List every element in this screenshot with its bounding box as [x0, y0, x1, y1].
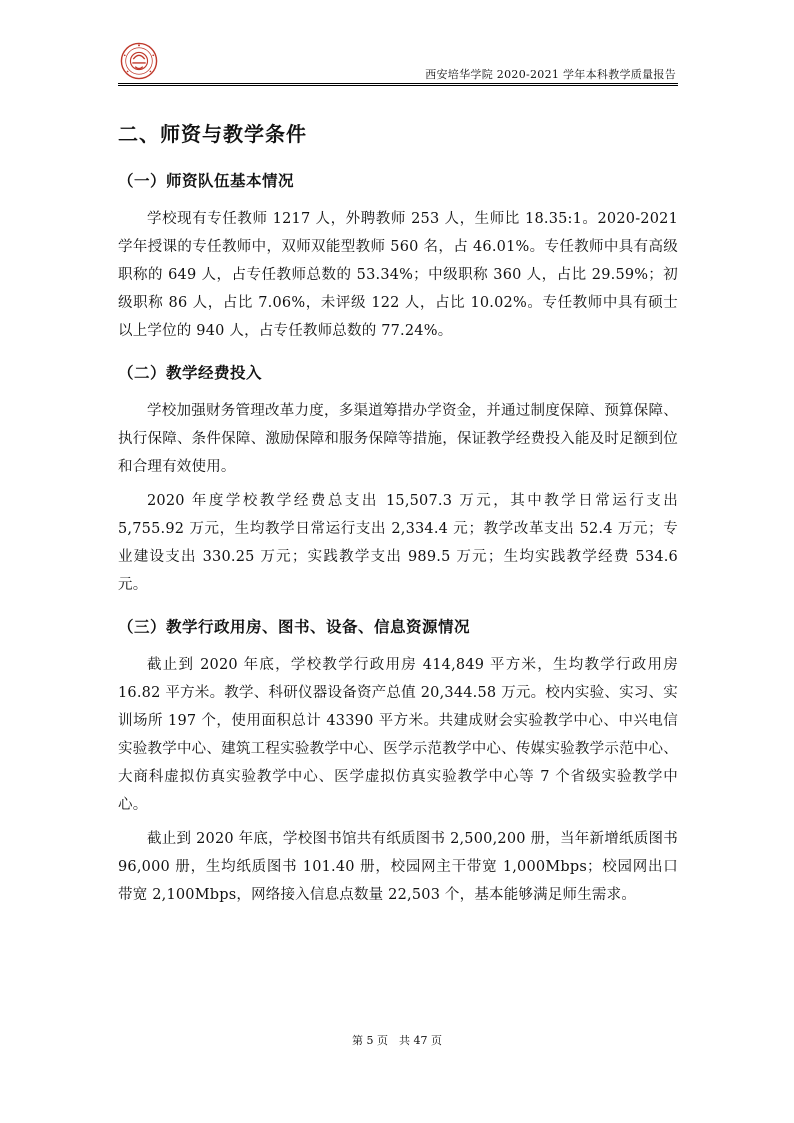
- header-divider: [118, 83, 678, 84]
- header-divider-thin: [118, 85, 678, 86]
- page-content: [118, 118, 678, 925]
- paragraph: 截止到 2020 年底，学校教学行政用房 414,849 平方米，生均教学行政用房 16.82 平方米。教学、科研仪器设备资产总值 20,344.58 万元。校内实验、实习、实训场所 197 个，使用面积总计 43390 平方米。共建成财会实验教学中心、中兴电信实验教学中心、建筑工程实验教学中心、医学示范教学中心、传媒实验教学示范中心、大商科虚拟仿真实验教学中心、医学虚拟仿真实验教学中心等 7 个省级实验教学中心。: [118, 657, 678, 813]
- section-title: （一）师资队伍基本情况: [118, 172, 295, 190]
- section-faculty: [118, 169, 678, 345]
- section-facilities: [118, 615, 678, 909]
- paragraph: 截止到 2020 年底，学校图书馆共有纸质图书 2,500,200 册，当年新增纸质图书 96,000 册，生均纸质图书 101.40 册，校园网主干带宽 1,000Mbps；校园网出口带宽 2,100Mbps，网络接入信息点数量 22,503 个，基本能够满足师生需求。: [118, 831, 678, 903]
- page-header: [118, 40, 678, 84]
- paragraph: 学校现有专任教师 1217 人，外聘教师 253 人，生师比 18.35:1。2020-2021 学年授课的专任教师中，双师双能型教师 560 名，占 46.01%。专任教师中具有高级职称的 649 人，占专任教师总数的 53.34%；中级职称 360 人，占比 29.59%；初级职称 86 人，占比 7.06%，未评级 122 人，占比 10.02%。专任教师中具有硕士以上学位的 940 人，占专任教师总数的 77.24%。: [118, 211, 678, 339]
- header-title: 西安培华学院 2020-2021 学年本科教学质量报告: [425, 68, 676, 81]
- paragraph: 学校加强财务管理改革力度，多渠道筹措办学资金，并通过制度保障、预算保障、执行保障、条件保障、激励保障和服务保障等措施，保证教学经费投入能及时足额到位和合理有效使用。: [118, 403, 678, 475]
- section-funding: [118, 361, 678, 599]
- university-seal-logo: [120, 42, 158, 80]
- section-title: （二）教学经费投入: [118, 364, 263, 382]
- chapter-title: 二、师资与教学条件: [118, 122, 307, 146]
- paragraph: 2020 年度学校教学经费总支出 15,507.3 万元，其中教学日常运行支出 5,755.92 万元，生均教学日常运行支出 2,334.4 元；教学改革支出 52.4 万元；专业建设支出 330.25 万元；实践教学支出 989.5 万元；生均实践教学经费 534.6 元。: [118, 493, 678, 593]
- page-number: 第 5 页 共 47 页: [352, 1034, 442, 1047]
- section-title: （三）教学行政用房、图书、设备、信息资源情况: [118, 618, 471, 636]
